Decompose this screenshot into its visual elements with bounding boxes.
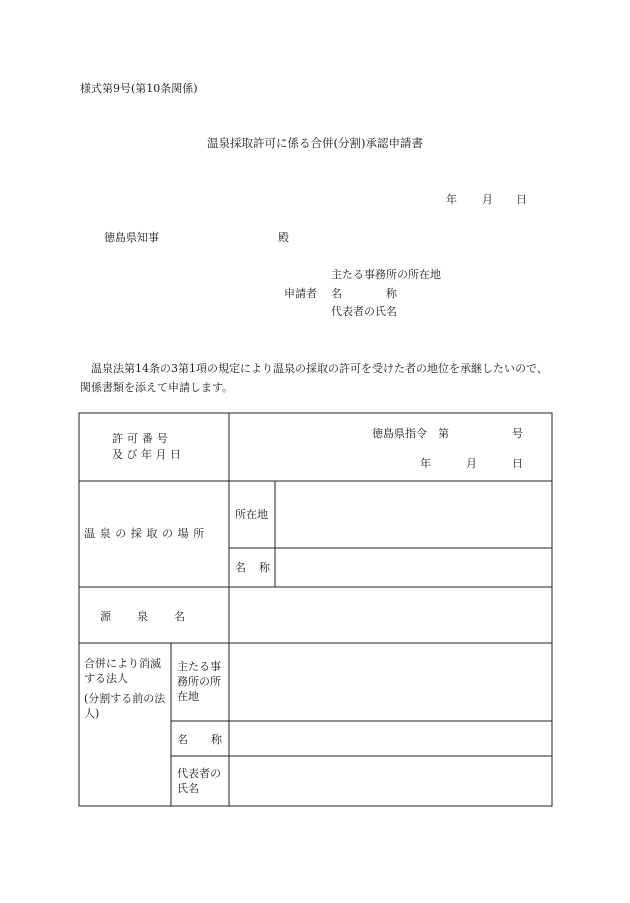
main-office-label: 主たる事務所の所在地 — [177, 660, 221, 703]
applicant-label: 申請者 — [284, 287, 317, 300]
application-statement: 温泉法第14条の3第1項の規定により温泉の採取の許可を受けた者の地位を承継したいので、関係書類を添えて申請します。 — [80, 362, 548, 394]
notice-day-label: 日 — [512, 457, 523, 470]
corporation-name-label-second: 称 — [211, 733, 222, 746]
date-day-label: 日 — [516, 193, 527, 206]
applicant-representative-label: 代表者の氏名 — [331, 305, 397, 318]
notice-year-label: 年 — [420, 457, 431, 470]
applicant-name-label-first: 名 — [331, 287, 342, 300]
split-corporation-label: (分割する前の法人) — [84, 692, 166, 720]
applicant-office-address-label: 主たる事務所の所在地 — [331, 268, 441, 281]
permit-number-label: 許 可 番 号 — [112, 432, 168, 445]
form-number: 様式第9号(第10条関係) — [80, 82, 198, 95]
date-year-label: 年 — [446, 193, 457, 206]
corporation-representative-label: 代表者の氏名 — [177, 767, 221, 795]
addressee-governor: 徳島県知事 — [104, 231, 159, 244]
permit-date-label: 及 び 年 月 日 — [112, 448, 181, 461]
location-label: 所在地 — [235, 508, 268, 521]
applicant-name-label-second: 称 — [386, 287, 397, 300]
notice-number-suffix: 号 — [512, 427, 523, 440]
document-title: 温泉採取許可に係る合併(分割)承認申請書 — [207, 136, 423, 150]
notice-prefix: 徳島県指令 第 — [372, 427, 449, 440]
notice-month-label: 月 — [466, 457, 477, 470]
place-name-label-first: 名 — [235, 561, 246, 574]
place-name-label-second: 称 — [259, 561, 270, 574]
date-month-label: 月 — [482, 193, 493, 206]
merged-corporation-label: 合併により消滅する法人 — [84, 657, 161, 685]
corporation-name-label-first: 名 — [177, 733, 188, 746]
source-name-label: 源泉名 — [100, 610, 211, 623]
extraction-place-label: 温泉の採取の場所 — [84, 527, 209, 540]
addressee-honorific: 殿 — [278, 231, 289, 244]
